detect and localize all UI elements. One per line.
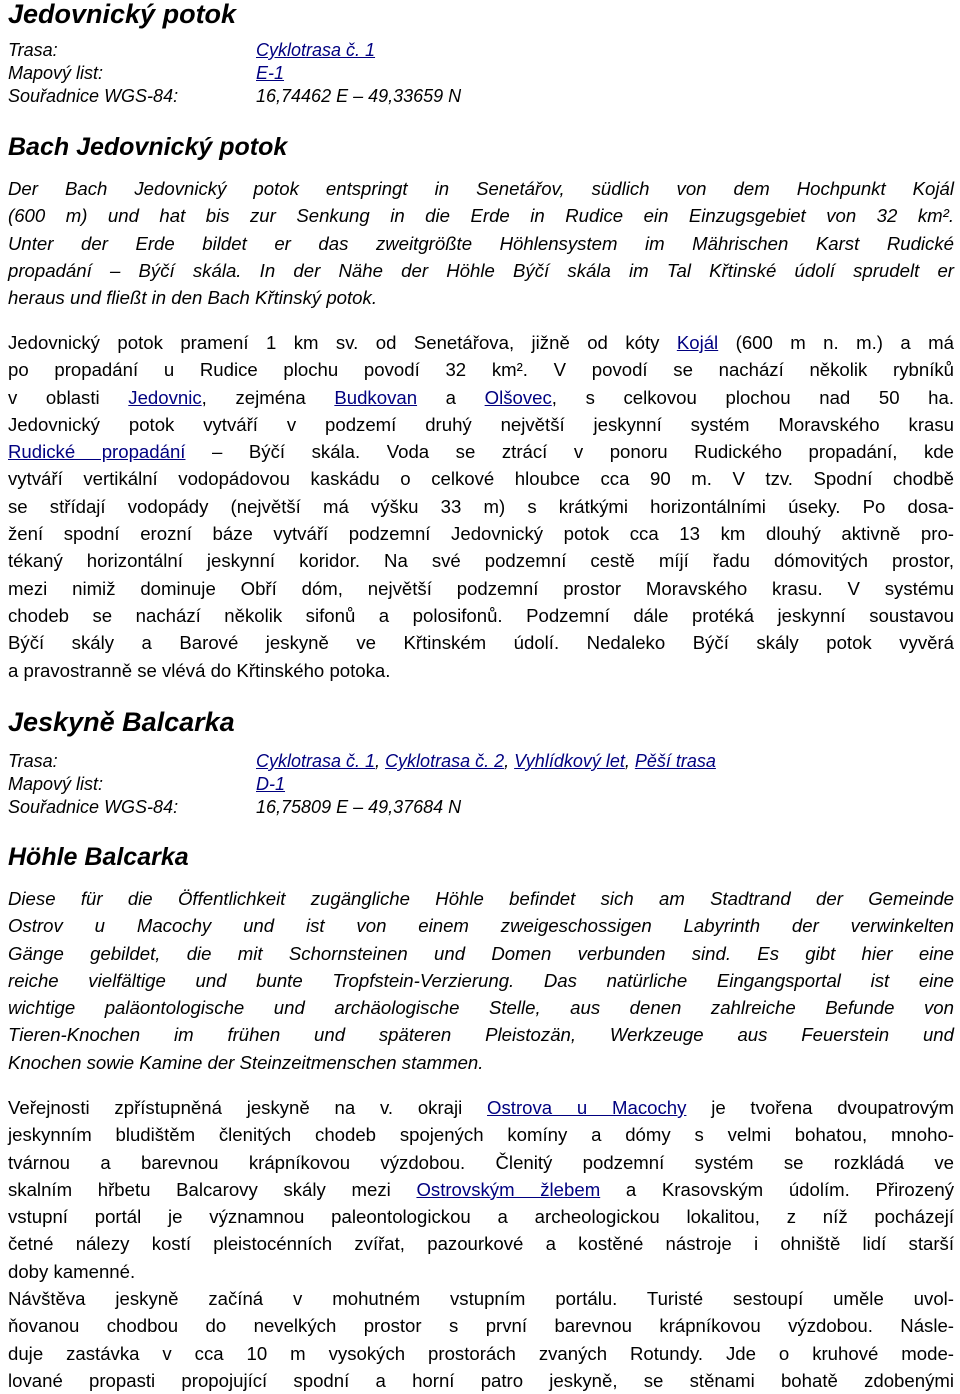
section-title: Jeskyně Balcarka — [8, 707, 235, 737]
text-line: doby kamenné. — [8, 1260, 136, 1282]
text-fragment: v oblasti — [8, 386, 129, 408]
text-line: žení spodní erozní báze vytváří podzemní Jedovnický potok cca 13 km dlouhý aktivně pro- — [8, 523, 954, 545]
route-row — [8, 750, 954, 773]
rudicke-propadani-link[interactable]: Rudické propadání — [8, 441, 186, 463]
text-fragment: a — [417, 386, 485, 408]
route-label: Trasa: — [8, 40, 58, 60]
german-section-title: Bach Jedovnický potok — [8, 133, 288, 161]
route-label: Trasa: — [8, 751, 58, 771]
ostrovsky-zleb-link[interactable]: Ostrovským žlebem — [416, 1178, 601, 1200]
map-sheet-link[interactable]: E-1 — [256, 63, 285, 83]
text-line: vstupní portál je významnou paleontologickou a archeologickou lokalitou, z níž pocházejí — [8, 1206, 954, 1228]
text-line: Gänge gebildet, die mit Schornsteinen und Domen verbunden sind. Es gibt hier eine — [8, 942, 954, 964]
budkovan-link[interactable]: Budkovan — [334, 386, 418, 408]
text-fragment: je tvořena dvoupatrovým — [686, 1097, 955, 1118]
route-link[interactable]: Cyklotrasa č. 2 — [385, 751, 505, 771]
map-sheet-link[interactable]: D-1 — [256, 774, 286, 794]
coordinates-label: Souřadnice WGS-84: — [8, 86, 179, 106]
text-line: Knochen sowie Kamine der Steinzeitmenschen stammen. — [8, 1051, 484, 1073]
coordinates-row — [8, 796, 954, 819]
coordinates-value: 16,75809 E – 49,37684 N — [256, 797, 462, 817]
text-line: Tieren-Knochen im frühen und späteren Pleistozän, Werkzeuge aus Feuerstein und — [8, 1024, 954, 1046]
text-line: heraus und fließt in den Bach Křtinský potok. — [8, 287, 377, 309]
text-line: jeskynním bludištěm členitých chodeb spojených komíny a dómy s velmi bohatou, mnoho- — [8, 1124, 954, 1146]
map-sheet-label: Mapový list: — [8, 63, 104, 83]
text-fragment: skalním hřbetu Balcarovy skály mezi — [8, 1178, 417, 1200]
text-line: mezi nimiž dominuje Obří dóm, největší podzemní prostor Moravského krasu. V systému — [8, 577, 954, 599]
kojal-link[interactable]: Kojál — [676, 332, 719, 353]
text-fragment: , zejména — [201, 386, 335, 408]
map-sheet-label: Mapový list: — [8, 774, 104, 794]
text-line: reiche vielfältige und bunte Tropfstein-Verzierung. Das natürliche Eingangsportal ist eine — [8, 969, 954, 991]
text-line: (600 m) und hat bis zur Senkung in die Erde in Rudice ein Einzugsgebiet von 32 km². — [8, 205, 954, 227]
text-fragment: a Krasovským údolím. Přirozený — [600, 1178, 955, 1200]
text-fragment: (600 m n. m.) a má — [718, 332, 954, 353]
route-link[interactable]: Cyklotrasa č. 1 — [256, 751, 376, 771]
text-line: Diese für die Öffentlichkeit zugängliche Höhle befindet sich am Stadtrand der Gemeinde — [8, 888, 954, 909]
route-separator: , — [504, 751, 515, 771]
text-line: ňovanou chodbou do nevelkých prostor s první barevnou krápníkovou výzdobou. Násle- — [8, 1315, 954, 1337]
text-line: Býčí skály a Barové jeskyně ve Křtinském údolí. Nedaleko Býčí skály potok vyvěrá — [8, 632, 954, 654]
text-line: se střídají vodopády (největší má výšku 33 m) s krátkými horizontálními úseky. Po dosa- — [8, 495, 954, 517]
coordinates-value: 16,74462 E – 49,33659 N — [256, 86, 462, 106]
text-line: vytváří vertikální vodopádovou kaskádu o celkové hloubce cca 90 m. V tzv. Spodní chodbě — [8, 468, 954, 490]
route-links — [256, 750, 716, 773]
german-description — [8, 885, 954, 1076]
map-sheet-row — [8, 773, 954, 796]
text-line: duje zastávka v cca 10 m vysokých prostorách zvaných Rotundy. Jde o kruhové mode- — [8, 1342, 954, 1364]
route-separator: , — [624, 751, 635, 771]
coordinates-label: Souřadnice WGS-84: — [8, 797, 179, 817]
text-line — [8, 1176, 954, 1203]
text-line: četné nálezy kostí pleistocénních zvířat, pazourkové a kostěné nástroje i ohniště lidí starší — [8, 1233, 954, 1255]
text-line: Ostrov u Macochy und ist von einem zweigeschossigen Labyrinth der verwinkelten — [8, 915, 954, 937]
text-line: tékaný horizontální jeskynní koridor. Na své podzemní cestě míjí řadu dómovitých prostor, — [8, 550, 954, 572]
coordinates-row — [8, 85, 954, 108]
text-line: Návštěva jeskyně začíná v mohutném vstupním portálu. Turisté sestoupí uměle uvol- — [8, 1288, 954, 1310]
text-line: propadání – Býčí skála. In der Nähe der Höhle Býčí skála im Tal Křtinské údolí sprudelt er — [8, 259, 954, 281]
czech-description — [8, 1094, 954, 1394]
text-line: lované propasti propojující spodní a horní patro jeskyně, se stěnami bohatě zdobenými — [8, 1369, 954, 1391]
ostrov-u-macochy-link[interactable]: Ostrova u Macochy — [487, 1097, 687, 1118]
text-fragment: Veřejnosti zpřístupněná jeskyně na v. okraji — [8, 1097, 488, 1118]
text-line: Jedovnický potok vytváří v podzemí druhý největší jeskynní systém Moravského krasu — [8, 413, 954, 435]
german-description — [8, 175, 954, 311]
text-fragment: – Býčí skála. Voda se ztrácí v ponoru Rudického propadání, kde — [185, 441, 954, 463]
text-line — [8, 438, 954, 465]
jedovnice-link[interactable]: Jedovnic — [128, 386, 202, 408]
route-info-table — [8, 750, 954, 819]
czech-description — [8, 329, 954, 684]
text-line: tvárnou a barevnou krápníkovou výzdobou. Členitý podzemní systém se rozkládá ve — [8, 1151, 954, 1173]
text-line: a pravostranně se vlévá do Křtinského potoka. — [8, 659, 391, 681]
text-line: po propadání u Rudice plochu povodí 32 km². V povodí se nachází několik rybníků — [8, 359, 954, 381]
text-line: Der Bach Jedovnický potok entspringt in Senetářov, südlich von dem Hochpunkt Kojál — [8, 178, 954, 199]
text-fragment: , s celkovou plochou nad 50 ha. — [551, 386, 954, 408]
text-line: Unter der Erde bildet er das zweitgrößte Höhlensystem im Mährischen Karst Rudické — [8, 232, 954, 254]
section-title: Jedovnický potok — [8, 0, 237, 29]
route-separator: , — [375, 751, 386, 771]
german-section-title: Höhle Balcarka — [8, 843, 189, 871]
route-link[interactable]: Cyklotrasa č. 1 — [256, 40, 376, 60]
text-line — [8, 1094, 954, 1121]
text-line: wichtige paläontologische und archäologische Stelle, aus denen zahlreiche Befunde von — [8, 997, 954, 1019]
route-links — [256, 39, 375, 62]
route-row — [8, 39, 954, 62]
olsovec-link[interactable]: Olšovec — [484, 386, 552, 408]
route-link[interactable]: Pěší trasa — [634, 751, 716, 771]
text-line — [8, 384, 954, 411]
route-info-table — [8, 39, 954, 108]
route-link[interactable]: Vyhlídkový let — [514, 751, 625, 771]
text-line — [8, 329, 954, 356]
text-fragment: Jedovnický potok pramení 1 km sv. od Senetářova, jižně od kóty — [8, 332, 677, 353]
text-line: chodeb se nachází několik sifonů a polosifonů. Podzemní dále protéká jeskynní soustavou — [8, 604, 954, 626]
map-sheet-row — [8, 62, 954, 85]
